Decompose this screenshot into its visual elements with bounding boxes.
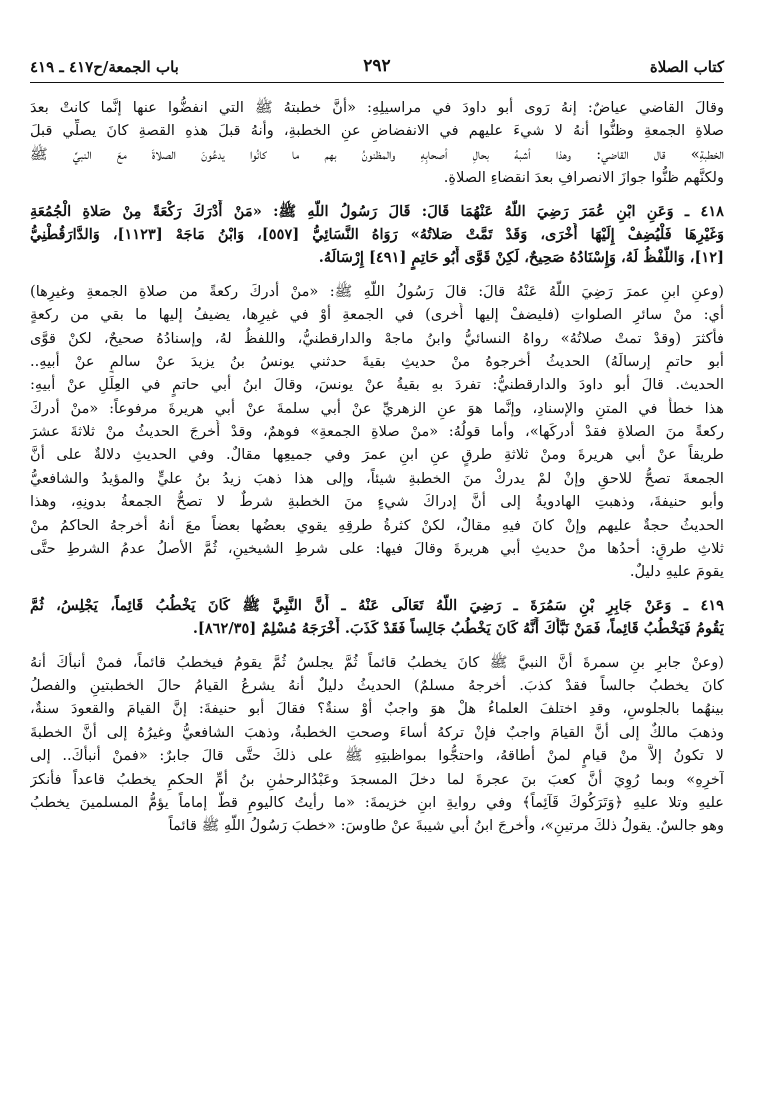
paragraph-commentary	[30, 280, 724, 584]
text-line: الحديث. قالَ أبو داودَ والدارقطنيُّ: تفردَ بهِ بقيةُ عنْ يونسَ، وقالَ ابنُ أبي حاتمٍ في العِلَلِ عنْ أبيهِ:	[30, 376, 724, 394]
text-line: ولكنَّهم ظنُّوا جوازَ الانصرافِ بعدَ انقضاءِ الصلاةِ.	[443, 169, 724, 187]
header-divider	[30, 82, 724, 83]
text-line: أبو حاتمٍ إرسالَهُ) الحديثُ أخرجوهُ منْ حديثِ بقيةَ حدثني يونسُ بنُ يزيدَ عنْ سالمٍ عنْ أبيهِ..	[30, 352, 724, 370]
hadith-418	[30, 200, 724, 270]
book-title: كتاب الصلاة	[649, 58, 724, 76]
hadith-line: ٤١٨ ـ وَعَنِ ابْنِ عُمَرَ رَضِيَ اللَّهُ عَنْهُمَا قَالَ: قَالَ رَسُولُ اللَّهِ ﷺ: «مَنْ أَدْرَكَ رَكْعَةً مِنْ صَلاةِ الْجُمُعَةِ	[30, 202, 724, 220]
text-line: ركعةً منَ الصلاةِ فقدْ أدركَها»، وأما قولُهُ: «منْ صلاةِ الجمعةِ» فوهمٌ، وقدْ أُخرجَ الحديثُ منْ ثلاثةَ عشرَ	[30, 423, 724, 441]
text-line: ثلاثِ طرقٍ: أحدُها منْ حديثِ أبي هريرةَ وقالَ فيها: على شرطِ الشيخينِ، ثُمَّ الأصلُ عدمُ الشرطِ حتَّى	[30, 540, 724, 558]
text-line: (وعنِ ابنِ عمرَ رَضِيَ اللَّهُ عَنْهُ قالَ: قالَ رَسُولُ اللَّهِ ﷺ: «منْ أدركَ ركعةً من صلاةِ الجمعةِ وغيرِها)	[30, 282, 724, 300]
text-line: يقومَ عليهِ دليلٌ.	[629, 563, 724, 581]
text-line: الحديثُ حجةٌ عليهم وإنْ كانَ فيهِ مقالٌ، لكنْ كثرةُ طرقِهِ يقوي بعضُها بعضاً معَ أنهُ أخرجهُ الحاكمُ منْ	[30, 516, 724, 534]
text-line: طريقاً عنْ أبي هريرةَ ومنْ ثلاثةِ طرقٍ عنِ ابنِ عمرَ وفي جميعِها مقالٌ. وفي الحديثِ دلالةٌ على أنَّ	[30, 446, 724, 464]
text-line: وهو جالسٌ. يقولُ ذلكَ مرتينِ»، وأخرجَ ابنُ أبي شيبةَ عنْ طاوسَ: «خطبَ رَسُولُ اللَّهِ ﷺ قائماً	[168, 817, 724, 835]
hadith-line: [١٢]، وَاللَّفْظُ لَهُ، وَإِسْنَادُهُ صَحِيحٌ، لَكِنْ قَوَّى أَبُو حَاتِمٍ [٤٩١] إِرْسَالَهُ.	[318, 249, 724, 267]
text-line: وأبو حنيفةَ، وذهبتِ الهادويةُ إلى أنَّ إدراكَ شيءٍ منَ الخطبةِ شرطٌ لا تصحُّ الجمعةُ بدونِهِ، وهذا	[30, 493, 724, 511]
page-number: ٢٩٢	[363, 56, 391, 76]
text-line: آخرِهِ» وبما رُوِيَ أنَّ كعبَ بنَ عجرةَ لما دخلَ المسجدَ وعَبْدُالرحمٰنِ بنُ أمِّ الحكمِ يخطبُ قاعداً فأنكرَ	[30, 770, 724, 788]
paragraph-commentary	[30, 651, 724, 838]
hadith-line: ٤١٩ ـ وَعَنْ جَابِرِ بْنِ سَمُرَةَ ـ رَضِيَ اللَّهُ تَعَالَى عَنْهُ ـ أَنَّ النَّبِيَّ ﷺ كَانَ يَخْطُبُ قَائِماً، يَجْلِسُ، ثُمَّ	[30, 596, 724, 614]
text-line: الجمعةَ تصحُّ للاحقِ وإنْ لمْ يدركْ منَ الخطبةِ شيئاً، وإلى هذا ذهبَ زيدُ بنُ عليٍّ والمؤيدُ والشافعيُّ	[30, 469, 724, 487]
text-line: عليهِ وتلا عليهِ ﴿وَتَرَكُوكَ قَآئِماً﴾ وفي روايةِ ابنِ خزيمةَ: «ما رأيتُ كاليومِ قطُّ إماماً يؤمُّ المسلمينَ يخطبُ	[30, 793, 724, 811]
text-line: وذهبَ مالكٌ إلى أنَّ القيامَ واجبٌ فإنْ تركهُ أساءَ وصحتِ الخطبةُ، وذهبَ الشافعيُّ وغيرُهُ إلى أنَّ الخطبةَ	[30, 723, 724, 741]
text-line: هذا خطأٌ في المتنِ والإسنادِ، وإنَّما هوَ عنِ الزهريِّ عنْ أبي سلمةَ عنْ أبي هريرةَ مرفوعاً: «منْ أدركَ	[30, 399, 724, 417]
text-line: صلاةِ الجمعةِ وظنُّوا أنهُ لا شيءَ عليهم في الانفضاضِ عنِ الخطبةِ، وأنهُ قبلَ هذهِ القصةِ كانَ يصلِّي قبلَ	[30, 122, 724, 140]
text-line: (وعنْ جابرِ بنِ سمرةَ أنَّ النبيَّ ﷺ كانَ يخطبُ قائماً ثُمَّ يجلسُ ثُمَّ يقومُ فيخطبُ قائماً، فمنْ أنبأكَ أنهُ	[30, 653, 724, 671]
text-line: وقالَ القاضي عياضٌ: إنهُ رَوى أبو داودَ في مراسيلِهِ: «أنَّ خطبتهُ ﷺ التي انفضُّوا عنها إنَّما كانتْ بعدَ	[30, 99, 724, 116]
chapter-reference: باب الجمعة/ح٤١٧ ـ ٤١٩	[30, 58, 179, 76]
hadith-419	[30, 594, 724, 641]
text-line: فأكثرَ (وقدْ تمتْ صلاتُهُ» رواهُ النسائيُّ وابنُ ماجهْ والدارقطنيُّ، واللفظُ لهُ، وإسنادُهُ صحيحٌ، لكنْ قوَّى	[30, 329, 724, 347]
text-line: أي: منْ سائرِ الصلواتِ (فليضفْ إليها أُخرى) في الجمعةِ أوْ في غيرِها، يضيفُ إليها ما بقي من ركعةٍ	[30, 306, 724, 324]
text-line: لا تكونُ إلاَّ منْ قيامٍ لمنْ أطاقهُ، واحتجُّوا بمواظبتِهِ ﷺ على ذلكَ حتَّى قالَ جابرٌ: «فمنْ أنبأكَ.. إلى	[30, 747, 724, 765]
page-header	[30, 0, 724, 78]
hadith-line: وَغَيْرِهَا فَلْيُضِفْ إِلَيْهَا أُخْرَى، وَقَدْ تَمَّتْ صَلاتُهُ» رَوَاهُ النَّسَائِيُّ [٥٥٧]، وَابْنُ مَاجَهْ [١١٢٣]، وَالدَّارَقُطْنِيُّ	[30, 225, 724, 243]
text-line: كانَ يخطبُ جالساً فقدْ كذبَ. أخرجهُ مسلمٌ) الحديثُ دليلٌ أنهُ يشرعُ القيامُ حالَ الخطبتينِ والفصلُ	[30, 676, 724, 694]
hadith-line: يَقُومُ فَيَخْطُبُ قَائِماً، فَمَنْ نَبَّأَكَ أَنَّهُ كَانَ يَخْطُبُ جَالِساً فَقَدْ كَذَبَ. أَخْرَجَهُ مُسْلِمٌ [٨٦٢/٣٥].	[192, 620, 724, 638]
page-body	[30, 96, 724, 838]
text-line: بينهُما بالجلوسِ، وقدِ اختلفَ العلماءُ هلْ هوَ واجبٌ أوْ سنةٌ؟ فقالَ أبو حنيفةَ: إنَّ القيامَ والقعودَ سنةٌ،	[30, 700, 724, 718]
paragraph-commentary	[30, 96, 724, 190]
text-line: الخطبةِ» قال القاضي: وهذا أشبهُ بحالِ أصحابِهِ والمظنونُ بهم ما كانُوا يدعُونَ الصلاةَ معَ النبيِّ ﷺ	[30, 145, 724, 163]
